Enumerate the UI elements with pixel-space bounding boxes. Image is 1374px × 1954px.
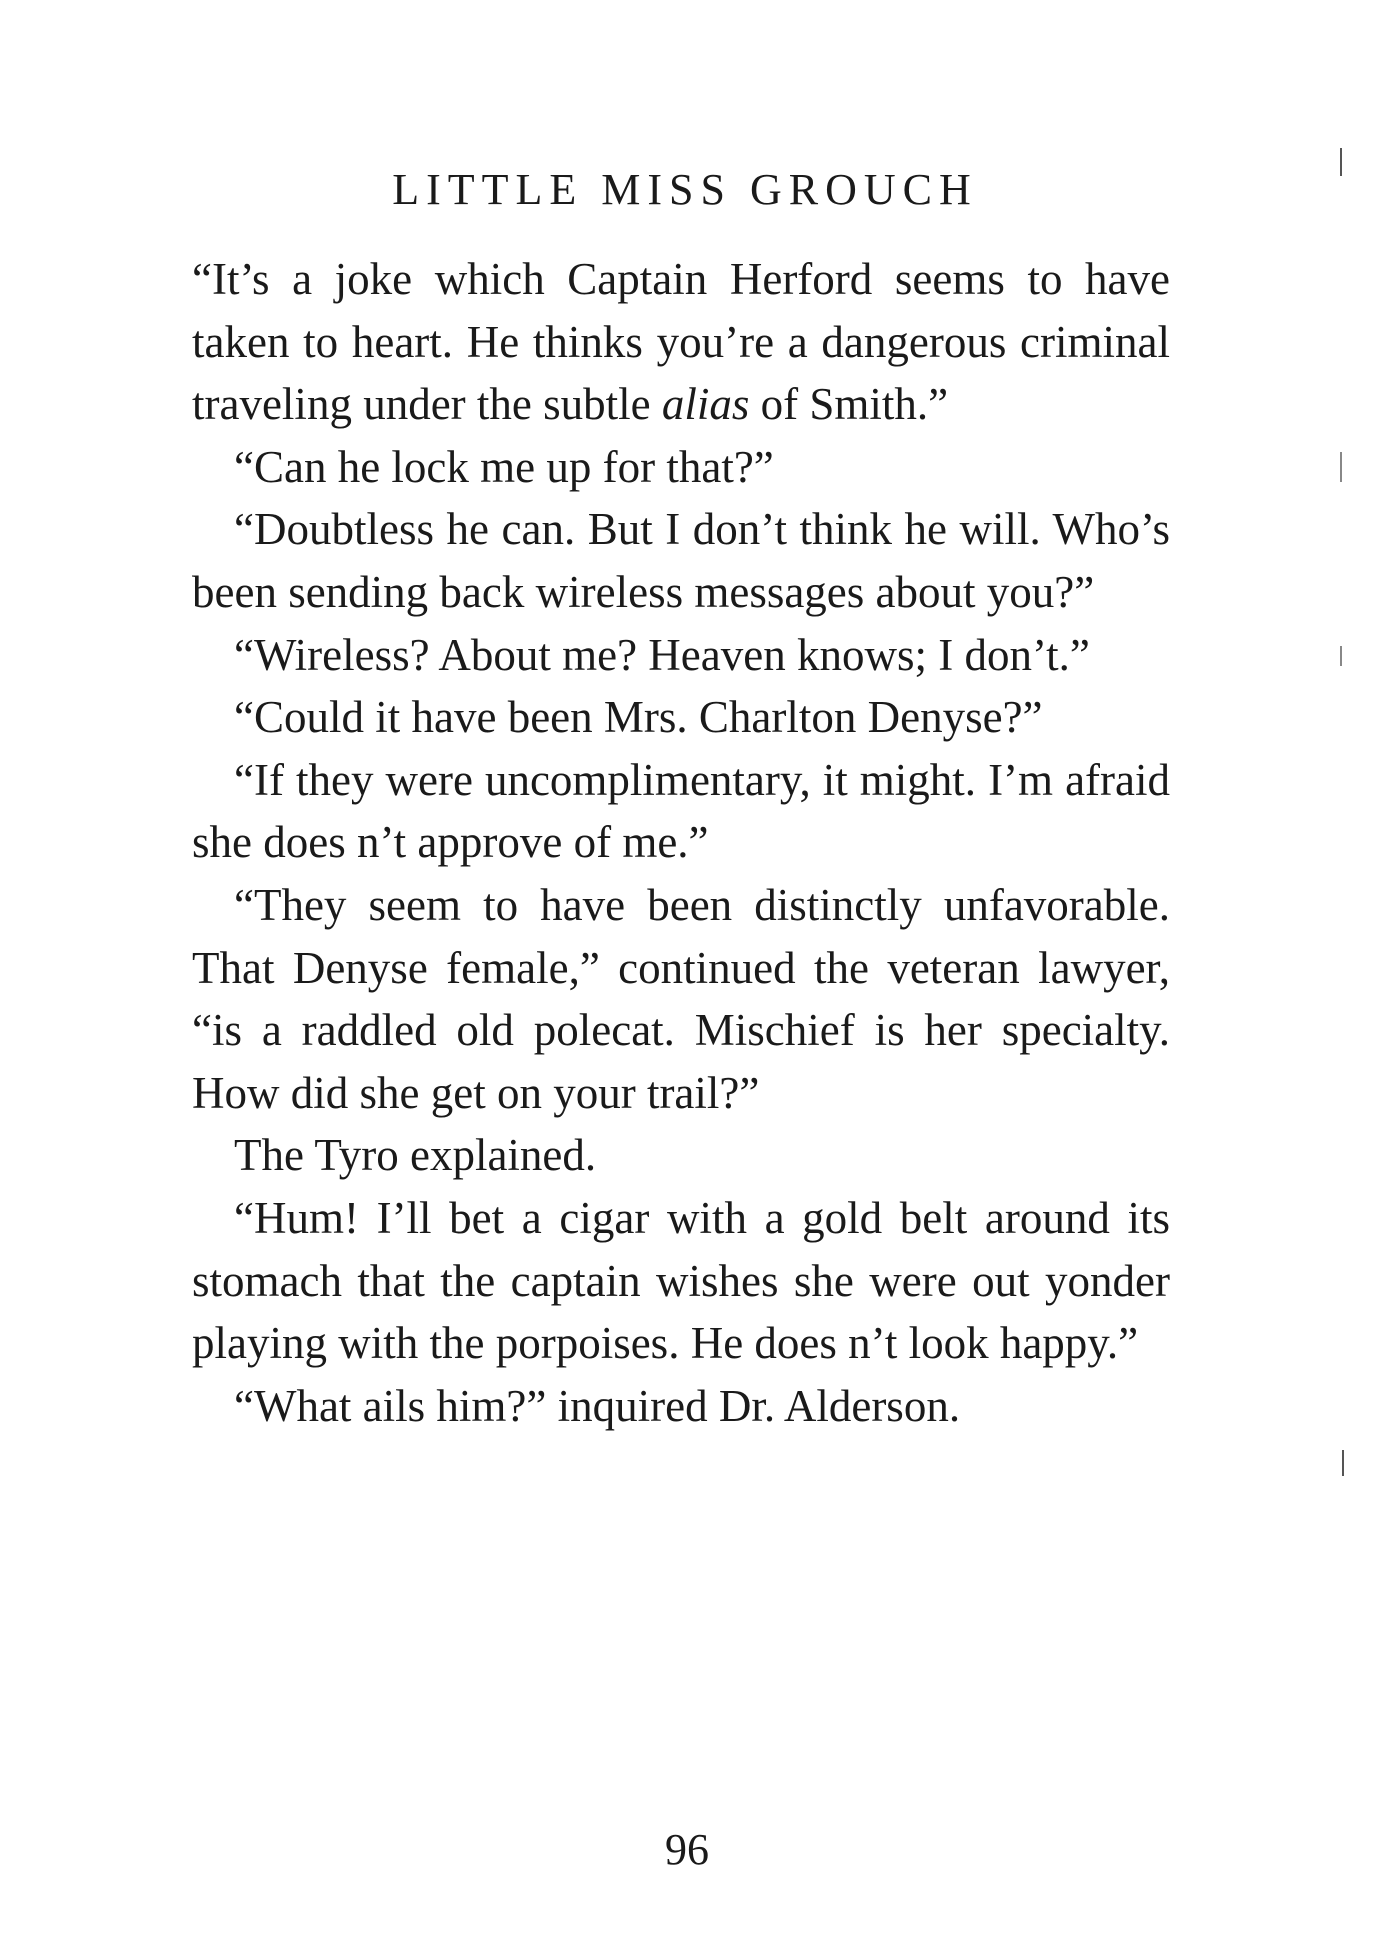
paragraph-text: “It’s a joke which Captain Herford seems to have taken to heart. He thinks you’re a dangerous criminal traveling under the subtle <box>192 254 1170 430</box>
body-text <box>192 248 1170 1437</box>
paragraph <box>192 624 1170 687</box>
paragraph <box>192 1375 1170 1438</box>
italic-text: alias <box>661 379 750 430</box>
paragraph-text: “They seem to have been distinctly unfavorable. That Denyse female,” continued the veteran lawyer, “is a raddled old polecat. Mischief is her specialty. How did she get on your trail?” <box>192 879 1170 1118</box>
paragraph-text: “Doubtless he can. But I don’t think he will. Who’s been sending back wireless messages about you?” <box>192 504 1170 617</box>
paragraph-text: “Hum! I’ll bet a cigar with a gold belt around its stomach that the captain wishes she were out yonder playing with the porpoises. He does n’t look happy.” <box>192 1192 1170 1369</box>
paragraph-text: The Tyro explained. <box>234 1130 597 1181</box>
paragraph <box>192 1187 1170 1375</box>
scan-mark <box>1340 646 1342 666</box>
page-number: 96 <box>665 1825 709 1874</box>
paragraph-text: of Smith.” <box>749 379 949 430</box>
paragraph <box>192 686 1170 749</box>
scan-mark <box>1342 1450 1344 1476</box>
scan-mark <box>1340 148 1342 176</box>
paragraph <box>192 749 1170 874</box>
paragraph <box>192 1124 1170 1187</box>
paragraph-text: “What ails him?” inquired Dr. Alderson. <box>234 1380 961 1431</box>
paragraph <box>192 436 1170 499</box>
paragraph-text: “Could it have been Mrs. Charlton Denyse?” <box>234 692 1043 743</box>
paragraph <box>192 498 1170 623</box>
paragraph <box>192 248 1170 436</box>
paragraph-text: “Wireless? About me? Heaven knows; I don’t.” <box>234 629 1090 680</box>
paragraph <box>192 874 1170 1124</box>
paragraph-text: “If they were uncomplimentary, it might. I’m afraid she does n’t approve of me.” <box>192 754 1170 868</box>
running-head: LITTLE MISS GROUCH <box>392 165 978 214</box>
scan-mark <box>1340 452 1342 482</box>
paragraph-text: “Can he lock me up for that?” <box>234 441 774 492</box>
